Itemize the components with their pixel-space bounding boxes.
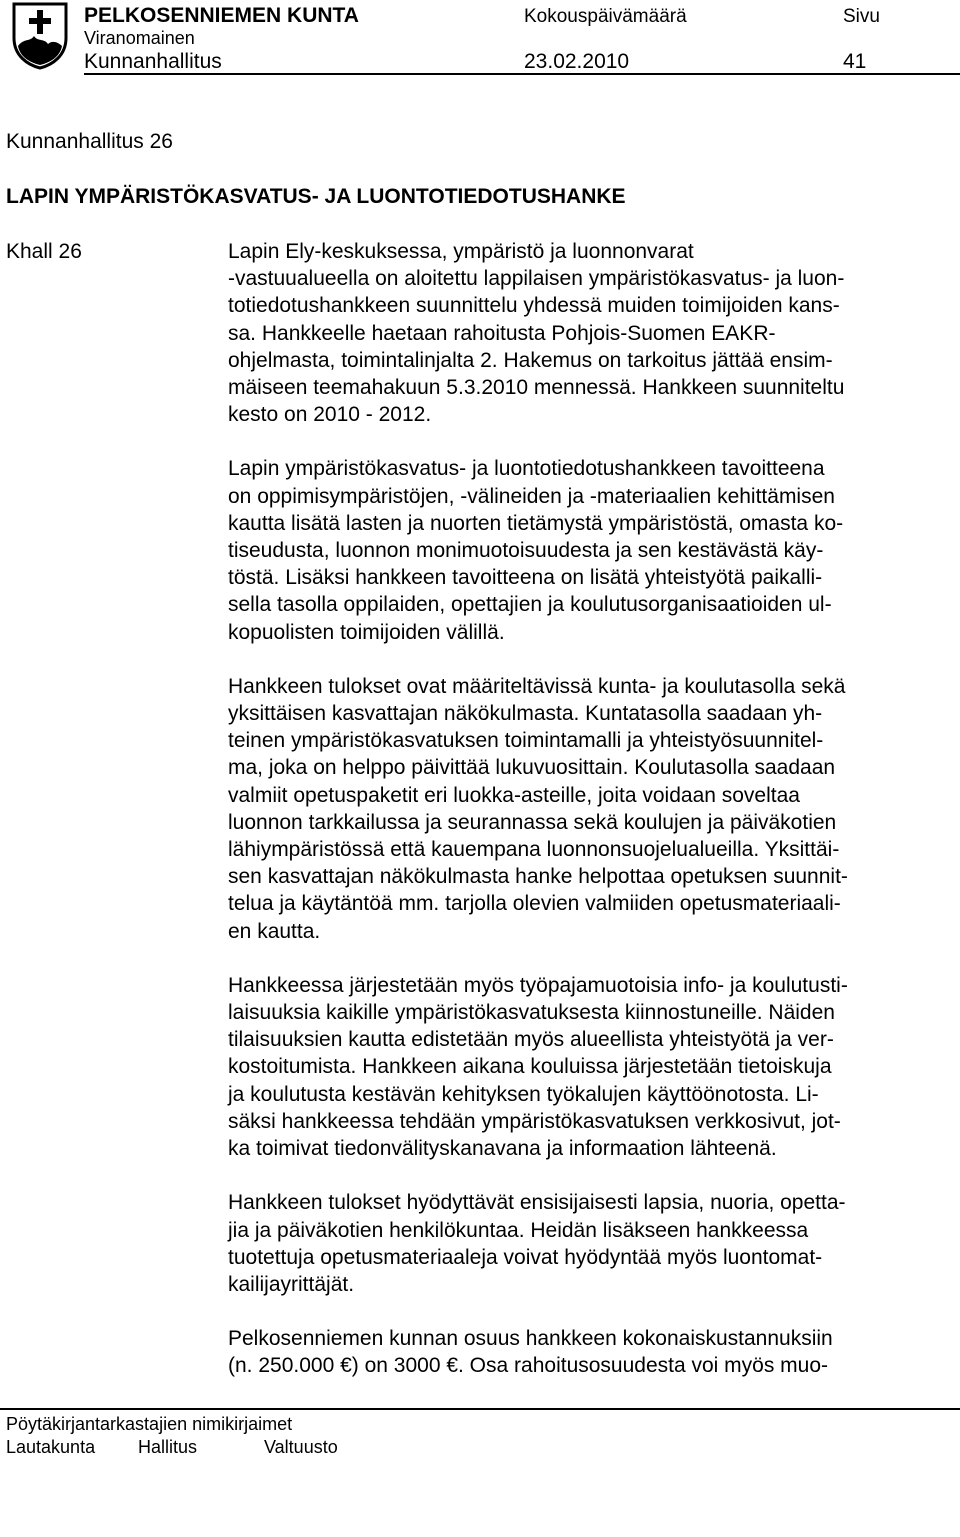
header-divider [84, 73, 960, 75]
governing-body: Kunnanhallitus [84, 50, 222, 73]
footer-divider [0, 1408, 960, 1410]
footer-government-label: Hallitus [138, 1437, 198, 1457]
page-number-label: Sivu [843, 6, 880, 27]
paragraph: Hankkeen tulokset hyödyttävät ensisijaisesti lapsia, nuoria, opetta- jia ja päiväkotien henkilökuntaa. Heidän lisäkseen hankkeessa tuotettuja opetusmateriaaleja voivat hyödyntää myös luontomat- kailijayrittäjät. [228, 1191, 846, 1296]
footer-board-label: Lautakunta [6, 1437, 96, 1457]
section-reference: Khall 26 [6, 240, 82, 263]
paragraph: Pelkosenniemen kunnan osuus hankkeen kokonaiskustannuksiin (n. 250.000 €) on 3000 €. Osa rahoitusosuudesta voi myös muo- [228, 1327, 833, 1378]
paragraph: Lapin Ely-keskuksessa, ympäristö ja luonnonvarat -vastuualueella on aloitettu lappilaisen ympäristökasvatus- ja luon- totiedotushankkeen suunnittelu yhdessä muiden toimijoiden kans- sa. Hankkeelle haetaan rahoitusta Pohjois-Suomen EAKR- ohjelmasta, toimintalinjalta 2. Hakemus on tarkoitus jättää ensim- mäiseen teemahakuun 5.3.2010 mennessä. Hankkeen suunniteltu kesto on 2010 - 2012. [228, 240, 845, 427]
signatures-label: Pöytäkirjantarkastajien nimikirjaimet [6, 1414, 293, 1434]
meeting-reference: Kunnanhallitus 26 [6, 130, 173, 153]
paragraph: Lapin ympäristökasvatus- ja luontotiedotushankkeen tavoitteena on oppimisympäristöjen, -välineiden ja -materiaalien kehittämisen kautta lisätä lasten ja nuorten tietämystä ympäristöstä, omasta ko- tiseudusta, luonnon monimuotoisuudesta ja sen kestävästä käy- töstä. Lisäksi hankkeen tavoitteena on lisätä yhteistyötä paikalli- sella tasolla oppilaiden, opettajien ja koulutusorganisaatioiden ul- kopuolisten toimijoiden välillä. [228, 457, 844, 644]
meeting-date-label: Kokouspäivämäärä [524, 6, 687, 27]
paragraph: Hankkeen tulokset ovat määriteltävissä kunta- ja koulutasolla sekä yksittäisen kasvattajan näkökulmasta. Kuntatasolla saadaan yh- teinen ympäristökasvatuksen toimintamalli ja yhteistyösuunnitel- ma, joka on helppo päivittää lukuvuosittain. Koulutasolla saadaan valmiit opetuspaketit eri luokka-asteille, joita voidaan soveltaa luonnon tarkkailussa ja seurannassa sekä koulujen ja päiväkotien lähiympäristössä että kauempana luonnonsuojelualueilla. Yksittäi- sen kasvattajan näkökulmasta hanke helpottaa opetuksen suunnit- telua ja käytäntöä mm. tarjolla olevien valmiiden opetusmateriaali- en kautta. [228, 674, 848, 943]
paragraph: Hankkeessa järjestetään myös työpajamuotoisia info- ja koulutusti- laisuuksia kaikille ympäristökasvatuksesta kiinnostuneille. Näiden tilaisuuksien kautta edistetään myös alueellista yhteistyötä ja ver- kostoitumista. Hankkeen aikana kouluissa järjestetään tietoiskuja ja koulutusta kestävän kehityksen työkalujen käyttöönotosta. Li- säksi hankkeessa tehdään ympäristökasvatuksen verkkosivut, jot- ka toimivat tiedonvälityskanavana ja informaation lähteenä. [228, 973, 848, 1161]
meeting-date: 23.02.2010 [524, 50, 630, 73]
page-title: LAPIN YMPÄRISTÖKASVATUS- JA LUONTOTIEDOTUSHANKE [6, 185, 626, 208]
page-number: 41 [843, 50, 867, 73]
footer-council-label: Valtuusto [264, 1437, 338, 1457]
organization-name: PELKOSENNIEMEN KUNTA [84, 4, 359, 27]
document-body [228, 238, 948, 1380]
municipality-crest-icon [12, 2, 68, 70]
authority-label: Viranomainen [84, 28, 195, 48]
